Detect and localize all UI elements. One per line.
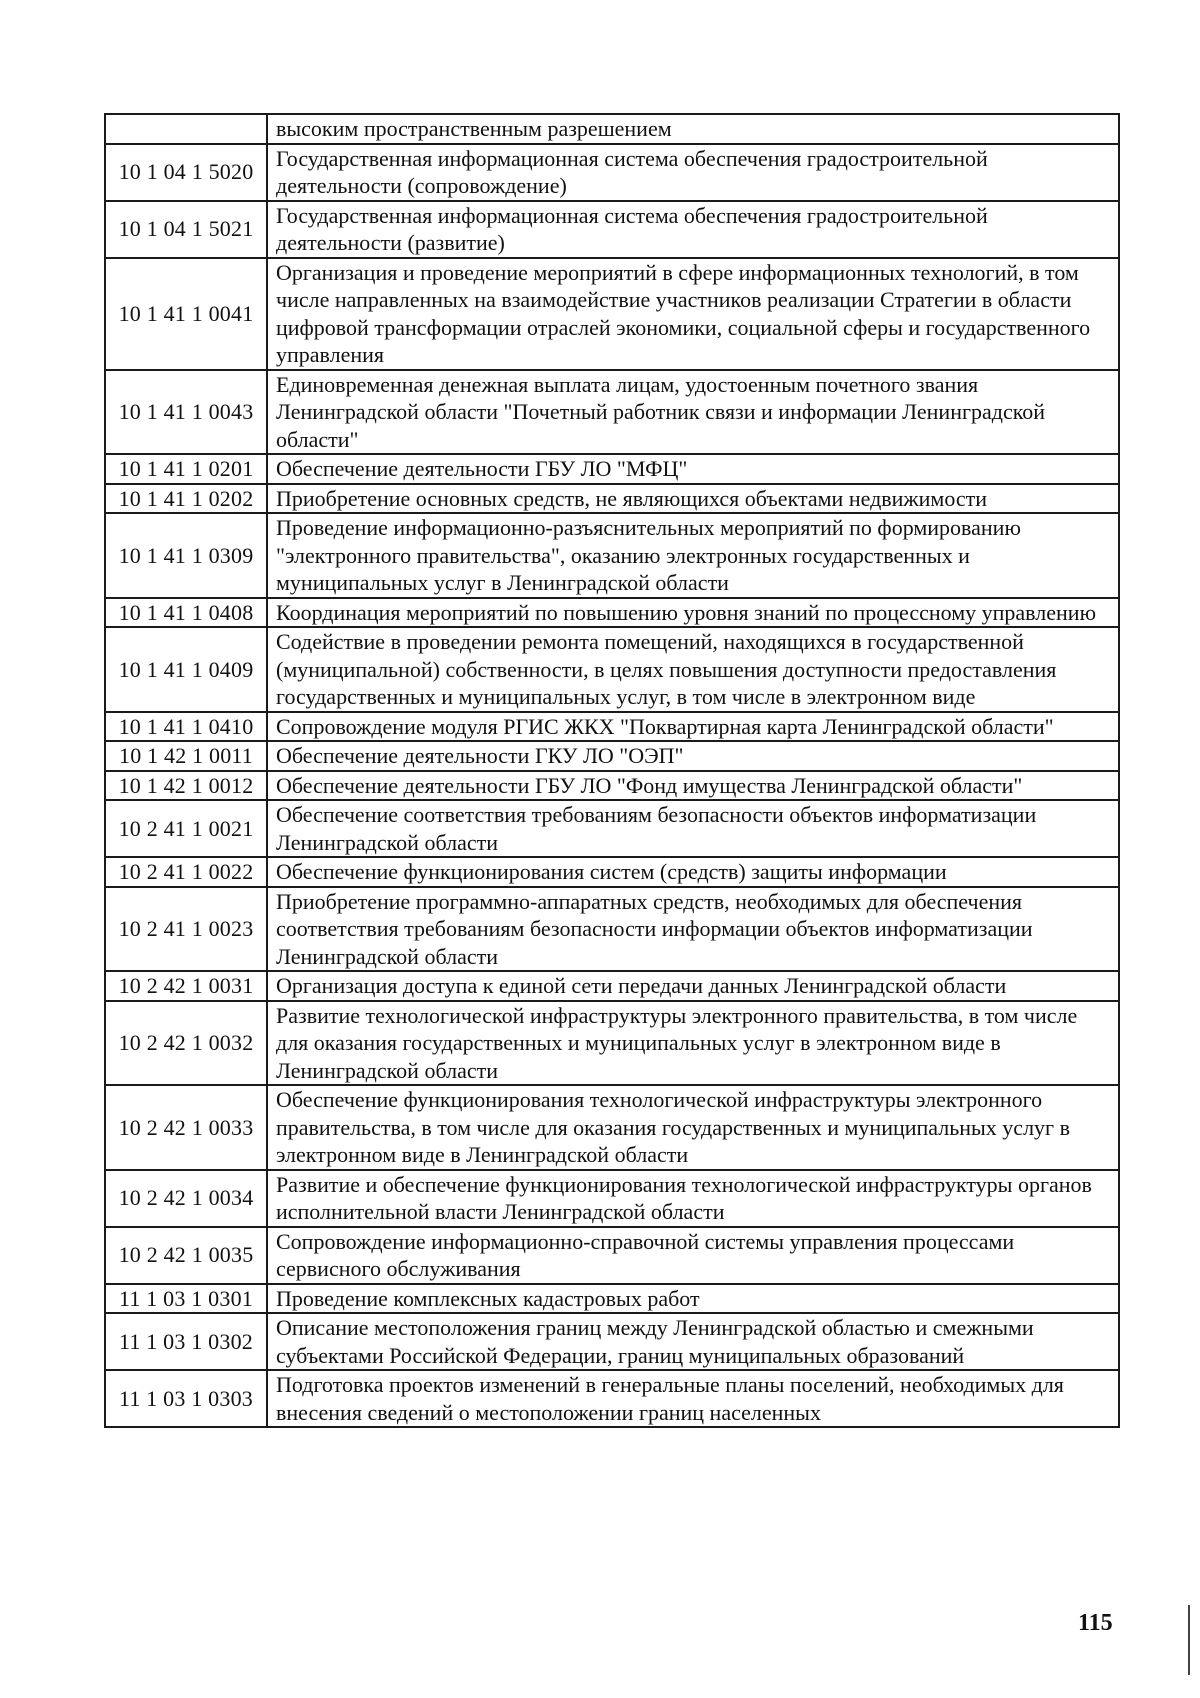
row-code: 10 2 42 1 0033 xyxy=(105,1085,267,1170)
budget-codes-table xyxy=(104,113,1120,1428)
row-code: 11 1 03 1 0303 xyxy=(105,1370,267,1427)
row-code: 10 1 41 1 0043 xyxy=(105,370,267,455)
table-row xyxy=(105,741,1119,771)
row-description: высоким пространственным разрешением xyxy=(267,114,1119,144)
row-code: 10 2 42 1 0034 xyxy=(105,1170,267,1227)
table-row xyxy=(105,201,1119,258)
table-row xyxy=(105,1170,1119,1227)
table-row xyxy=(105,513,1119,598)
row-description: Обеспечение функционирования систем (средств) защиты информации xyxy=(267,857,1119,887)
row-code: 10 2 41 1 0022 xyxy=(105,857,267,887)
table-row xyxy=(105,1313,1119,1370)
table-row xyxy=(105,1227,1119,1284)
row-code: 10 1 41 1 0309 xyxy=(105,513,267,598)
row-description: Приобретение программно-аппаратных средств, необходимых для обеспечения соответствия требованиям безопасности информации объектов информатизации Ленинградской области xyxy=(267,887,1119,972)
row-description: Проведение комплексных кадастровых работ xyxy=(267,1284,1119,1314)
row-code: 10 1 42 1 0011 xyxy=(105,741,267,771)
row-description: Обеспечение соответствия требованиям безопасности объектов информатизации Ленинградской области xyxy=(267,800,1119,857)
table-row xyxy=(105,857,1119,887)
table-row xyxy=(105,627,1119,712)
table-row xyxy=(105,454,1119,484)
row-description: Обеспечение деятельности ГБУ ЛО "МФЦ" xyxy=(267,454,1119,484)
row-code: 10 1 42 1 0012 xyxy=(105,771,267,801)
row-description: Организация доступа к единой сети передачи данных Ленинградской области xyxy=(267,971,1119,1001)
row-code: 10 1 41 1 0410 xyxy=(105,712,267,742)
row-code: 10 1 04 1 5021 xyxy=(105,201,267,258)
row-description: Проведение информационно-разъяснительных мероприятий по формированию "электронного правительства", оказанию электронных государственных и муниципальных услуг в Ленинградской области xyxy=(267,513,1119,598)
table-row xyxy=(105,114,1119,144)
row-description: Описание местоположения границ между Ленинградской областью и смежными субъектами Российской Федерации, границ муниципальных образований xyxy=(267,1313,1119,1370)
row-description: Развитие технологической инфраструктуры электронного правительства, в том числе для оказания государственных и муниципальных услуг в электронном виде в Ленинградской области xyxy=(267,1001,1119,1086)
row-description: Содействие в проведении ремонта помещений, находящихся в государственной (муниципальной) собственности, в целях повышения доступности предоставления государственных и муниципальных услуг, в том числе в электронном виде xyxy=(267,627,1119,712)
row-description: Развитие и обеспечение функционирования технологической инфраструктуры органов исполнительной власти Ленинградской области xyxy=(267,1170,1119,1227)
table-row xyxy=(105,771,1119,801)
row-description: Государственная информационная система обеспечения градостроительной деятельности (развитие) xyxy=(267,201,1119,258)
page-number: 115 xyxy=(1078,1610,1113,1636)
row-code: 10 1 04 1 5020 xyxy=(105,144,267,201)
row-description: Государственная информационная система обеспечения градостроительной деятельности (сопровождение) xyxy=(267,144,1119,201)
table-body xyxy=(105,114,1119,1427)
row-description: Обеспечение деятельности ГКУ ЛО "ОЭП" xyxy=(267,741,1119,771)
row-description: Обеспечение функционирования технологической инфраструктуры электронного правительства, в том числе для оказания государственных и муниципальных услуг в электронном виде в Ленинградской области xyxy=(267,1085,1119,1170)
row-code: 10 2 41 1 0023 xyxy=(105,887,267,972)
scan-margin-mark xyxy=(1188,1605,1190,1675)
row-code: 10 2 41 1 0021 xyxy=(105,800,267,857)
table-row xyxy=(105,1284,1119,1314)
row-code: 10 2 42 1 0035 xyxy=(105,1227,267,1284)
row-description: Координация мероприятий по повышению уровня знаний по процессному управлению xyxy=(267,598,1119,628)
row-code: 11 1 03 1 0301 xyxy=(105,1284,267,1314)
table-row xyxy=(105,971,1119,1001)
table-row xyxy=(105,1370,1119,1427)
row-description: Обеспечение деятельности ГБУ ЛО "Фонд имущества Ленинградской области" xyxy=(267,771,1119,801)
table-row xyxy=(105,712,1119,742)
row-code: 10 2 42 1 0031 xyxy=(105,971,267,1001)
row-description: Организация и проведение мероприятий в сфере информационных технологий, в том числе направленных на взаимодействие участников реализации Стратегии в области цифровой трансформации отраслей экономики, социальной сферы и государственного управления xyxy=(267,258,1119,370)
row-code xyxy=(105,114,267,144)
table-row xyxy=(105,800,1119,857)
row-code: 10 2 42 1 0032 xyxy=(105,1001,267,1086)
row-code: 10 1 41 1 0409 xyxy=(105,627,267,712)
table-row xyxy=(105,484,1119,514)
row-code: 10 1 41 1 0041 xyxy=(105,258,267,370)
table-row xyxy=(105,1085,1119,1170)
row-code: 11 1 03 1 0302 xyxy=(105,1313,267,1370)
row-description: Сопровождение информационно-справочной системы управления процессами сервисного обслуживания xyxy=(267,1227,1119,1284)
row-code: 10 1 41 1 0202 xyxy=(105,484,267,514)
table-row xyxy=(105,144,1119,201)
table-row xyxy=(105,1001,1119,1086)
row-code: 10 1 41 1 0201 xyxy=(105,454,267,484)
table-row xyxy=(105,370,1119,455)
row-description: Подготовка проектов изменений в генеральные планы поселений, необходимых для внесения сведений о местоположении границ населенных xyxy=(267,1370,1119,1427)
row-description: Приобретение основных средств, не являющихся объектами недвижимости xyxy=(267,484,1119,514)
table-row xyxy=(105,598,1119,628)
row-description: Сопровождение модуля РГИС ЖКХ "Поквартирная карта Ленинградской области" xyxy=(267,712,1119,742)
row-description: Единовременная денежная выплата лицам, удостоенным почетного звания Ленинградской области "Почетный работник связи и информации Ленинградской области" xyxy=(267,370,1119,455)
row-code: 10 1 41 1 0408 xyxy=(105,598,267,628)
table-row xyxy=(105,258,1119,370)
table-row xyxy=(105,887,1119,972)
